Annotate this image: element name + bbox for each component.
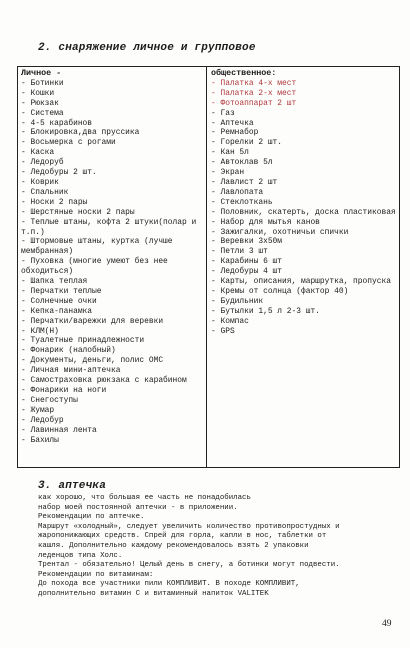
group-gear-item: - Веревки 3х50м (211, 237, 283, 247)
group-gear-item: - Половник, скатерть, доска пластиковая (211, 207, 396, 217)
column-divider (206, 67, 207, 467)
personal-gear-item: - Жумар (21, 405, 55, 415)
personal-gear-item: - Ледобур (21, 415, 64, 425)
personal-gear-item: - Шерстяные носки 2 пары (21, 207, 135, 217)
group-gear-item: - Стеклоткань (211, 197, 273, 207)
group-gear-item: - Зажигалки, охотничьи спички (211, 227, 349, 237)
group-gear-item: - Бутылки 1,5 л 2-3 шт. (211, 306, 320, 316)
group-gear-item: - Палатка 2-х мест (211, 88, 297, 98)
group-gear-item: - Ремнабор (211, 128, 259, 138)
group-gear-item: - Аптечка (211, 118, 254, 128)
group-gear-item: - Петли 3 шт (211, 247, 268, 257)
personal-gear-item: - Кепка-панамка (21, 306, 93, 316)
group-gear-item: - Автоклав 5л (211, 158, 273, 168)
group-gear-item: - Ледобуры 4 шт (211, 267, 283, 277)
personal-gear-item: - Документы, деньги, полис ОМС (21, 356, 164, 366)
group-gear-item: - Кан 5л (211, 148, 249, 158)
first-aid-line: Трентал - обязательно! Целый день в снегу, а ботинки могут подвести. (38, 561, 340, 570)
personal-gear-item: - Носки 2 пары (21, 197, 88, 207)
group-gear-item: - Набор для мытья канов (211, 217, 320, 227)
personal-gear-item: - Перчатки теплые (21, 286, 102, 296)
group-gear-item: - Карабины 6 шт (211, 257, 283, 267)
first-aid-line: Рекомендации по аптечке. (38, 513, 145, 522)
group-gear-item: - Лавлист 2 шт (211, 177, 278, 187)
group-gear-item: - Лавлопата (211, 187, 264, 197)
first-aid-line: дополнительно витамин С и витаминный напиток VALITEK (38, 589, 269, 598)
group-gear-item: - Горелки 2 шт. (211, 138, 283, 148)
personal-gear-item: - Ледобуры 2 шт. (21, 168, 97, 178)
group-gear-item: - Палатка 4-х мест (211, 78, 297, 88)
group-gear-item: - Карты, описания, маршрутка, пропуска (211, 277, 391, 287)
group-gear-item: - Газ (211, 108, 235, 118)
personal-gear-item: - Ледоруб (21, 158, 64, 168)
personal-gear-item: - Кошки (21, 88, 55, 98)
personal-gear-item: - Пуховка (многие умеют без нее обходиться) (21, 257, 168, 277)
first-aid-line: Рекомендации по витаминам: (38, 570, 154, 579)
group-gear-item: - Экран (211, 168, 245, 178)
personal-gear-item: - Каска (21, 148, 55, 158)
personal-gear-item: - Рюкзак (21, 98, 59, 108)
gear-table (17, 66, 400, 468)
first-aid-line: жаропонижающих средств. Спрей для горла, капли в нос, таблетки от (38, 532, 327, 541)
personal-gear-list (21, 79, 203, 446)
group-gear-list (211, 79, 397, 337)
personal-gear-item: - Личная мини-аптечка (21, 366, 121, 376)
personal-gear-item: - Шапка теплая (21, 277, 88, 287)
page-number: 49 (382, 619, 392, 629)
first-aid-line: как хорошо, что большая ее часть не понадобилась (38, 494, 251, 502)
personal-gear-item: - Фонарик (налобный) (21, 346, 116, 356)
personal-gear-item: - Фонарики на ноги (21, 386, 107, 395)
first-aid-text (38, 494, 398, 600)
personal-gear-item: - Коврик (21, 177, 59, 187)
personal-gear-item: - 4-5 карабинов (21, 118, 93, 128)
personal-gear-item: - Солнечные очки (21, 296, 97, 306)
group-gear-column (211, 69, 397, 336)
personal-gear-item: - Перчатки/варежки для веревки (21, 316, 164, 326)
personal-gear-item: - Блокировка,два пруссика (21, 128, 140, 138)
group-gear-item: - Компас (211, 316, 249, 326)
group-gear-item: - Кремы от солнца (фактор 40) (211, 286, 349, 296)
personal-gear-item: - Ботинки (21, 78, 64, 88)
personal-gear-item: - Штормовые штаны, куртка (лучше мембранная) (21, 237, 173, 257)
first-aid-line: кашля. Дополнительно каждому рекомендовалось взять 2 упаковки (38, 541, 309, 550)
first-aid-line: леденцов типа Холс. (38, 551, 123, 560)
personal-gear-item: - Самостраховка рюкзака с карабином (21, 376, 187, 386)
group-gear-item: - Фотоаппарат 2 шт (211, 98, 297, 108)
personal-gear-item: - Лавинная лента (21, 425, 97, 435)
personal-gear-item: - Теплые штаны, кофта 2 штуки(полар и т.п.) (21, 217, 197, 237)
section-3-heading: 3. аптечка (38, 480, 107, 492)
personal-gear-item: - Спальник (21, 187, 69, 197)
group-gear-item: - GPS (211, 326, 235, 336)
personal-gear-item: - Восьмерка с рогами (21, 138, 116, 148)
section-2-heading: 2. снаряжение личное и групповое (38, 42, 256, 54)
personal-gear-item: - Система (21, 108, 64, 118)
personal-gear-item: - Бахилы (21, 435, 59, 445)
personal-gear-item: - Туалетные принадлежности (21, 336, 145, 346)
first-aid-line: Маршрут «холодный», следует увеличить количество противопростудных и (38, 522, 340, 531)
personal-gear-header: Личное - (21, 68, 62, 78)
group-gear-item: - Будильник (211, 296, 264, 306)
personal-gear-item: - КЛМ(Н) (21, 326, 59, 336)
first-aid-line: До похода все участники пили КОМПЛИВИТ. В походе КОМПЛИВИТ, (38, 580, 300, 589)
personal-gear-item: - Снегоступы (21, 395, 78, 405)
group-gear-header: общественное: (211, 68, 277, 78)
first-aid-line: набор моей постоянной аптечки - в приложении. (38, 503, 238, 512)
personal-gear-column (21, 69, 203, 445)
